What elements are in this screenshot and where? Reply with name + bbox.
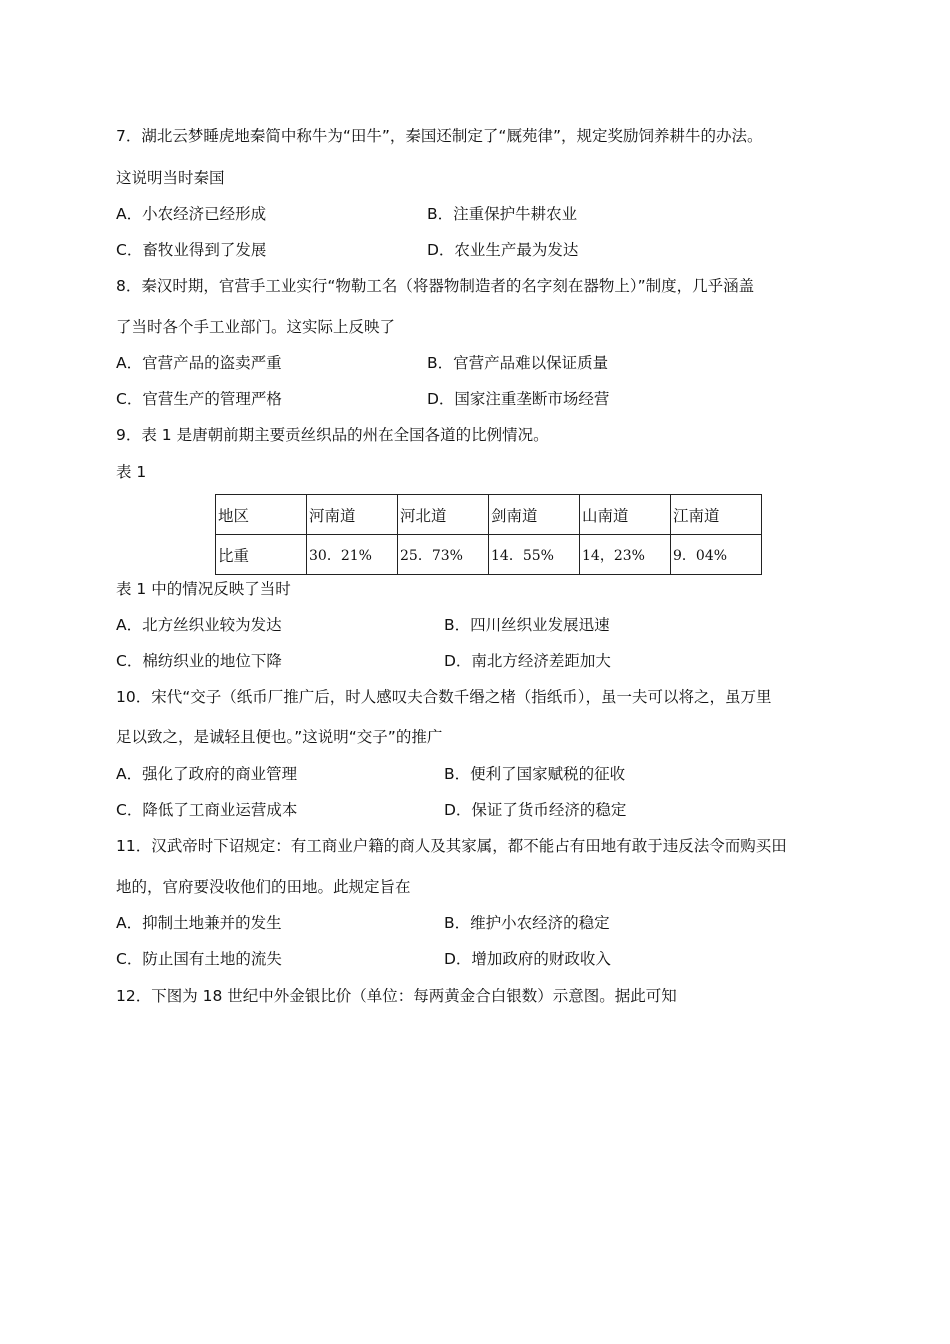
- q9-option-a: A．北方丝织业较为发达: [116, 616, 282, 634]
- q9-option-b: B．四川丝织业发展迅速: [444, 616, 610, 634]
- q7-option-d: D．农业生产最为发达: [427, 241, 579, 259]
- table-cell: 山南道: [580, 495, 671, 535]
- q9-data-table: [215, 494, 762, 575]
- q8-stem-line1: 8．秦汉时期，官营手工业实行“物勒工名（将器物制造者的名字刻在器物上）”制度，几乎涵盖: [116, 277, 755, 295]
- q8-option-c: C．官营生产的管理严格: [116, 390, 282, 408]
- table-cell: 30．21%: [307, 535, 398, 575]
- q10-option-d: D．保证了货币经济的稳定: [444, 801, 627, 819]
- table-cell: 25．73%: [398, 535, 489, 575]
- q9-stem-line1: 9．表 1 是唐朝前期主要贡丝织品的州在全国各道的比例情况。: [116, 426, 549, 444]
- q8-option-b: B．官营产品难以保证质量: [427, 354, 609, 372]
- q7-option-a: A．小农经济已经形成: [116, 205, 267, 223]
- q10-option-c: C．降低了工商业运营成本: [116, 801, 298, 819]
- q8-option-d: D．国家注重垄断市场经营: [427, 390, 610, 408]
- table-cell: 河北道: [398, 495, 489, 535]
- q12-stem-line1: 12．下图为 18 世纪中外金银比价（单位：每两黄金合白银数）示意图。据此可知: [116, 987, 677, 1005]
- table-cell: 14，23%: [580, 535, 671, 575]
- q7-option-b: B．注重保护牛耕农业: [427, 205, 578, 223]
- table-cell: 14．55%: [489, 535, 580, 575]
- q8-option-a: A．官营产品的盗卖严重: [116, 354, 282, 372]
- table-header-row: [216, 495, 762, 535]
- q9-table-caption: 表 1: [116, 463, 147, 481]
- q7-stem-line1: 7．湖北云梦睡虎地秦简中称牛为“田牛”，秦国还制定了“厩苑律”，规定奖励饲养耕牛的办法。: [116, 127, 763, 145]
- q11-stem-line2: 地的，官府要没收他们的田地。此规定旨在: [116, 878, 411, 896]
- q11-option-a: A．抑制土地兼并的发生: [116, 914, 282, 932]
- q10-stem-line1: 10．宋代“交子（纸币厂推广后，时人感叹夫合数千缗之楮（指纸币），虽一夫可以将之，虽万里: [116, 688, 772, 706]
- table-row: [216, 535, 762, 575]
- table-cell: 9．04%: [671, 535, 762, 575]
- table-cell: 江南道: [671, 495, 762, 535]
- q11-option-b: B．维护小农经济的稳定: [444, 914, 610, 932]
- q10-stem-line2: 足以致之，是诚轻且便也。”这说明“交子”的推广: [116, 728, 443, 746]
- q11-option-c: C．防止国有土地的流失: [116, 950, 282, 968]
- table-cell: 剑南道: [489, 495, 580, 535]
- q11-stem-line1: 11．汉武帝时下诏规定：有工商业户籍的商人及其家属，都不能占有田地有敢于违反法令而购买田: [116, 837, 787, 855]
- q10-option-b: B．便利了国家赋税的征收: [444, 765, 626, 783]
- q10-option-a: A．强化了政府的商业管理: [116, 765, 298, 783]
- table-cell: 比重: [216, 535, 307, 575]
- q9-option-c: C．棉纺织业的地位下降: [116, 652, 282, 670]
- q9-stem-line2: 表 1 中的情况反映了当时: [116, 580, 291, 598]
- q8-stem-line2: 了当时各个手工业部门。这实际上反映了: [116, 318, 396, 336]
- q11-option-d: D．增加政府的财政收入: [444, 950, 611, 968]
- q7-stem-line2: 这说明当时秦国: [116, 169, 225, 187]
- q7-option-c: C．畜牧业得到了发展: [116, 241, 267, 259]
- table-cell: 河南道: [307, 495, 398, 535]
- q9-option-d: D．南北方经济差距加大: [444, 652, 611, 670]
- table-cell: 地区: [216, 495, 307, 535]
